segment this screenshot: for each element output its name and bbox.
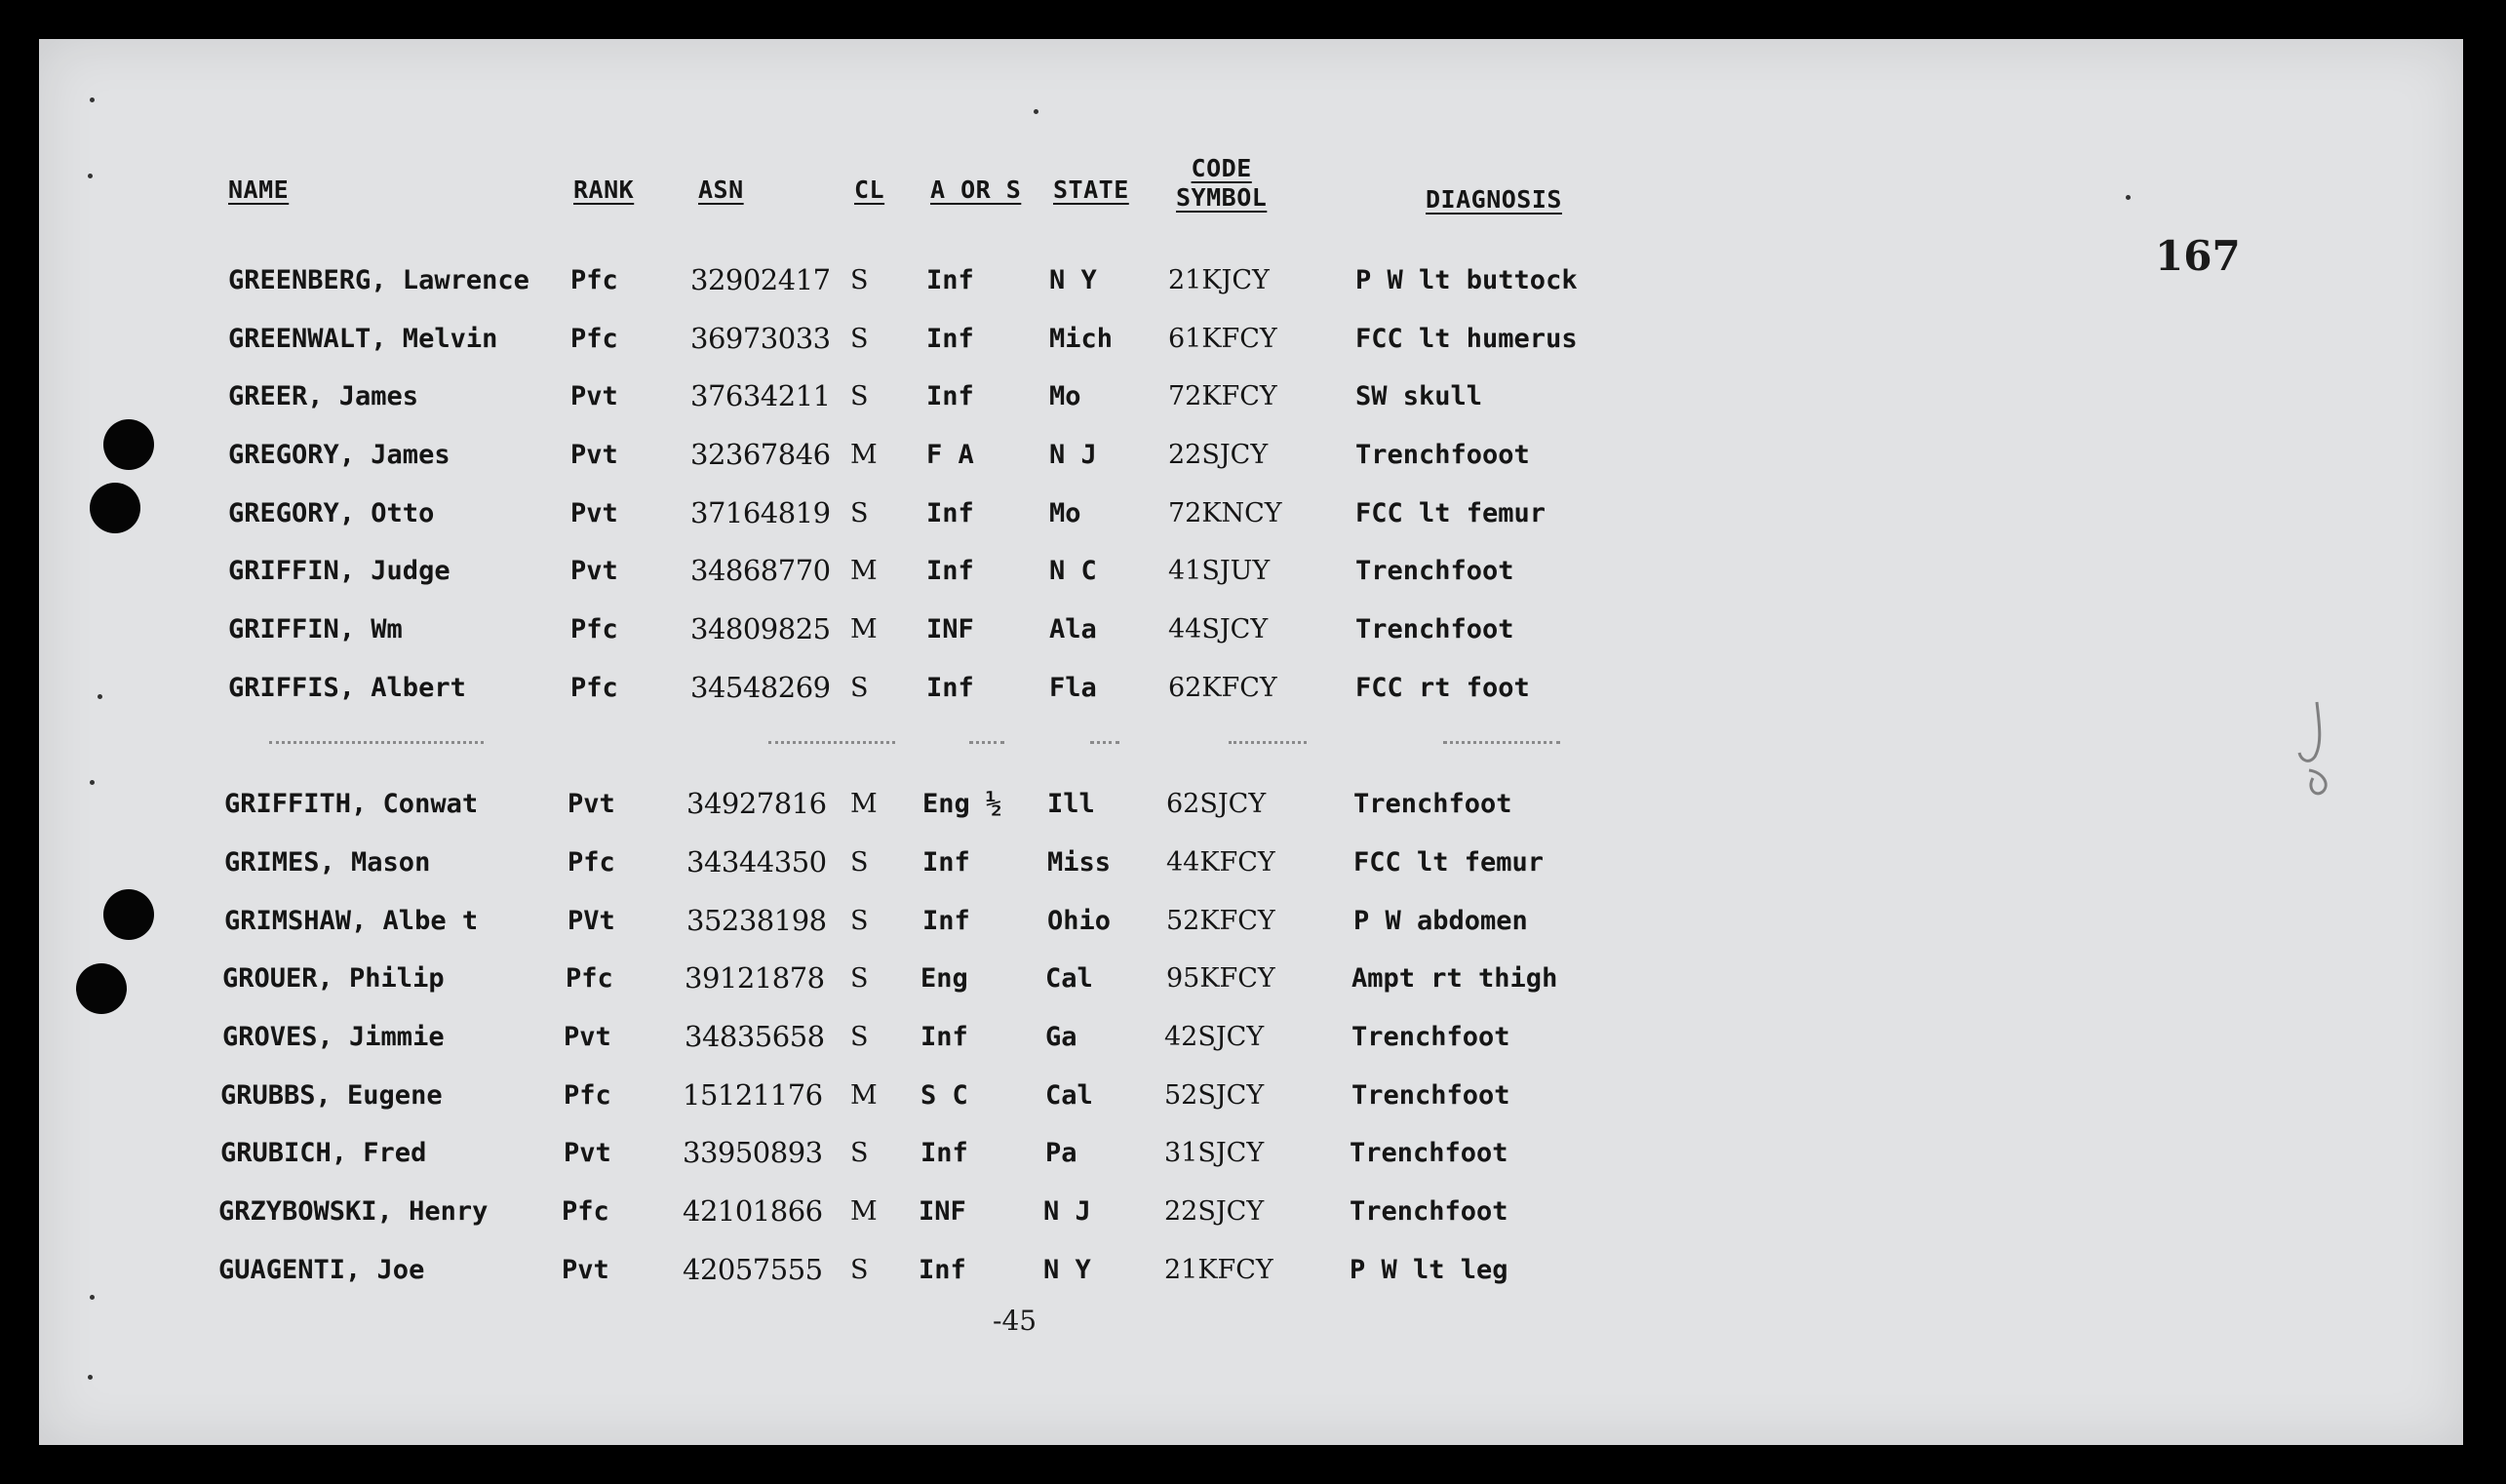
- cell-a-or-s: Inf: [919, 1254, 966, 1285]
- cell-cl: S: [850, 265, 869, 295]
- cell-name: GREGORY, Otto: [228, 497, 435, 528]
- cell-a-or-s: Inf: [920, 1021, 968, 1052]
- cell-a-or-s: Inf: [926, 497, 974, 528]
- cell-state: N Y: [1049, 265, 1097, 295]
- cell-cl: M: [850, 1079, 878, 1111]
- cell-rank: Pvt: [564, 1138, 611, 1169]
- cell-rank: Pfc: [570, 672, 618, 703]
- cell-rank: Pfc: [562, 1196, 609, 1227]
- cell-rank: Pfc: [564, 1079, 611, 1111]
- table-row: [39, 1241, 2463, 1300]
- cell-name: GUAGENTI, Joe: [218, 1254, 425, 1285]
- cell-a-or-s: INF: [919, 1196, 966, 1227]
- cell-state: Ala: [1049, 614, 1097, 645]
- cell-name: GRUBICH, Fred: [220, 1138, 427, 1169]
- cell-asn: 35238198: [686, 903, 827, 937]
- cell-name: GREER, James: [228, 381, 419, 412]
- cell-rank: Pvt: [570, 556, 618, 587]
- cell-a-or-s: Inf: [926, 265, 974, 295]
- cell-diagnosis: FCC lt femur: [1353, 846, 1545, 878]
- cell-a-or-s: S C: [920, 1079, 968, 1111]
- speck: [98, 694, 102, 699]
- cell-state: Mo: [1049, 497, 1081, 528]
- cell-name: GREENWALT, Melvin: [228, 323, 498, 354]
- cell-state: Pa: [1045, 1138, 1077, 1169]
- cell-diagnosis: SW skull: [1355, 381, 1483, 412]
- cell-diagnosis: P W lt leg: [1350, 1254, 1508, 1285]
- cell-name: GROVES, Jimmie: [222, 1021, 445, 1052]
- cell-name: GRIFFITH, Conwat: [224, 789, 479, 820]
- table-row: [39, 252, 2463, 310]
- cell-a-or-s: F A: [926, 440, 974, 471]
- table-row: [39, 1183, 2463, 1241]
- table-row: [39, 601, 2463, 659]
- speck: [90, 1295, 95, 1300]
- cell-rank: Pvt: [562, 1254, 609, 1285]
- cell-code-symbol: 42SJCY: [1164, 1021, 1265, 1052]
- cell-cl: M: [850, 614, 878, 645]
- cell-rank: Pfc: [570, 614, 618, 645]
- punch-hole: [103, 419, 154, 470]
- cell-diagnosis: Trenchfoot: [1350, 1196, 1508, 1227]
- cell-code-symbol: 22SJCY: [1168, 440, 1269, 471]
- cell-rank: Pfc: [570, 265, 618, 295]
- speck: [2126, 195, 2131, 200]
- cell-a-or-s: Inf: [926, 556, 974, 587]
- cell-cl: S: [850, 1254, 869, 1285]
- casualty-list: [39, 39, 2463, 1445]
- cell-state: N J: [1043, 1196, 1091, 1227]
- cell-code-symbol: 22SJCY: [1164, 1196, 1265, 1227]
- header-state: STATE: [1053, 176, 1129, 204]
- table-row: [39, 775, 2463, 834]
- cell-diagnosis: FCC lt humerus: [1355, 323, 1578, 354]
- cell-state: Cal: [1045, 1079, 1093, 1111]
- punch-hole: [90, 483, 140, 533]
- cell-asn: 42101866: [683, 1194, 823, 1228]
- cell-cl: M: [850, 1196, 878, 1227]
- cell-a-or-s: Inf: [922, 846, 970, 878]
- table-row: [39, 426, 2463, 485]
- cell-asn: 34927816: [686, 787, 827, 821]
- cell-asn: 34868770: [690, 554, 831, 588]
- cell-asn: 32902417: [690, 263, 831, 296]
- cell-diagnosis: Trenchfoot: [1355, 614, 1514, 645]
- cell-code-symbol: 21KFCY: [1164, 1254, 1273, 1285]
- document-sheet: [39, 39, 2463, 1445]
- cell-rank: Pfc: [566, 963, 613, 995]
- header-name: NAME: [228, 176, 290, 204]
- cell-cl: S: [850, 1138, 869, 1169]
- header-code: CODE: [1191, 154, 1252, 182]
- cell-a-or-s: Eng: [920, 963, 968, 995]
- cell-code-symbol: 72KNCY: [1168, 497, 1282, 528]
- header-asn: ASN: [698, 176, 744, 204]
- cell-diagnosis: Ampt rt thigh: [1351, 963, 1558, 995]
- header-cl: CL: [854, 176, 885, 204]
- erasure-mark: [1443, 741, 1560, 754]
- cell-name: GROUER, Philip: [222, 963, 445, 995]
- table-row: [39, 1067, 2463, 1125]
- cell-cl: S: [850, 1021, 869, 1052]
- erasure-mark: [768, 741, 895, 754]
- cell-code-symbol: 52KFCY: [1166, 905, 1275, 936]
- cell-name: GREENBERG, Lawrence: [228, 265, 529, 295]
- cell-name: GRIFFIS, Albert: [228, 672, 466, 703]
- speck: [1034, 109, 1038, 114]
- cell-rank: Pvt: [570, 381, 618, 412]
- cell-asn: 32367846: [690, 438, 831, 472]
- cell-state: Fla: [1049, 672, 1097, 703]
- cell-diagnosis: Trenchfoot: [1350, 1138, 1508, 1169]
- erasure-mark: [1090, 741, 1119, 754]
- cell-name: GRIFFIN, Wm: [228, 614, 403, 645]
- cell-asn: 34809825: [690, 612, 831, 646]
- cell-a-or-s: Eng ½: [922, 789, 1002, 820]
- table-row: [39, 659, 2463, 718]
- cell-diagnosis: P W lt buttock: [1355, 265, 1578, 295]
- cell-asn: 34344350: [686, 844, 827, 879]
- cell-asn: 37164819: [690, 495, 831, 529]
- erasure-mark: [969, 741, 1004, 754]
- cell-diagnosis: P W abdomen: [1353, 905, 1528, 936]
- cell-a-or-s: Inf: [926, 323, 974, 354]
- cell-diagnosis: FCC rt foot: [1355, 672, 1530, 703]
- table-row: [39, 892, 2463, 951]
- cell-code-symbol: 62SJCY: [1166, 789, 1267, 820]
- cell-a-or-s: INF: [926, 614, 974, 645]
- cell-asn: 34835658: [685, 1019, 825, 1053]
- table-row: [39, 1008, 2463, 1067]
- cell-code-symbol: 41SJUY: [1168, 556, 1271, 587]
- cell-rank: Pfc: [570, 323, 618, 354]
- header-a-or-s: A OR S: [930, 176, 1022, 204]
- table-row: [39, 542, 2463, 601]
- cell-cl: M: [850, 440, 878, 471]
- cell-state: N C: [1049, 556, 1097, 587]
- speck: [88, 174, 93, 178]
- table-row: [39, 1124, 2463, 1183]
- cell-cl: S: [850, 381, 869, 412]
- header-diagnosis: DIAGNOSIS: [1426, 185, 1562, 214]
- cell-name: GRUBBS, Eugene: [220, 1079, 443, 1111]
- records-table: [39, 252, 2463, 1299]
- cell-asn: 33950893: [683, 1136, 823, 1170]
- cell-cl: S: [850, 672, 869, 703]
- table-row: [39, 310, 2463, 369]
- cell-code-symbol: 62KFCY: [1168, 672, 1277, 703]
- cell-rank: PVt: [568, 905, 615, 936]
- cell-state: N J: [1049, 440, 1097, 471]
- page-footer: -45: [993, 1305, 1038, 1337]
- cell-name: GRIMSHAW, Albe t: [224, 905, 479, 936]
- cell-name: GREGORY, James: [228, 440, 450, 471]
- table-row: [39, 485, 2463, 543]
- cell-code-symbol: 31SJCY: [1164, 1138, 1265, 1169]
- speck: [88, 1375, 93, 1380]
- cell-state: Ohio: [1047, 905, 1112, 936]
- cell-asn: 34548269: [690, 670, 831, 704]
- cell-state: Mo: [1049, 381, 1081, 412]
- cell-rank: Pvt: [570, 440, 618, 471]
- cell-cl: S: [850, 497, 869, 528]
- cell-code-symbol: 44KFCY: [1166, 846, 1275, 878]
- cell-state: Ga: [1045, 1021, 1077, 1052]
- punch-hole: [76, 963, 127, 1014]
- cell-name: GRIMES, Mason: [224, 846, 431, 878]
- cell-name: GRIFFIN, Judge: [228, 556, 450, 587]
- cell-a-or-s: Inf: [926, 381, 974, 412]
- cell-code-symbol: 44SJCY: [1168, 614, 1269, 645]
- cell-diagnosis: Trenchfooot: [1355, 440, 1530, 471]
- speck: [90, 98, 95, 102]
- cell-diagnosis: Trenchfoot: [1351, 1021, 1510, 1052]
- pencil-mark-icon: [2280, 663, 2348, 809]
- cell-state: Miss: [1047, 846, 1112, 878]
- header-symbol: SYMBOL: [1176, 183, 1268, 212]
- cell-cl: S: [850, 846, 869, 878]
- erasure-mark: [1229, 741, 1307, 754]
- cell-cl: S: [850, 905, 869, 936]
- table-row: [39, 834, 2463, 892]
- cell-cl: M: [850, 556, 878, 587]
- cell-code-symbol: 52SJCY: [1164, 1079, 1265, 1111]
- erasure-mark: [269, 741, 484, 754]
- erased-line: [39, 718, 2463, 776]
- cell-cl: M: [850, 789, 878, 820]
- cell-a-or-s: Inf: [922, 905, 970, 936]
- punch-hole: [103, 889, 154, 940]
- cell-code-symbol: 21KJCY: [1168, 265, 1270, 295]
- cell-rank: Pvt: [564, 1021, 611, 1052]
- speck: [90, 780, 95, 785]
- cell-a-or-s: Inf: [926, 672, 974, 703]
- cell-diagnosis: Trenchfoot: [1355, 556, 1514, 587]
- cell-rank: Pvt: [568, 789, 615, 820]
- cell-a-or-s: Inf: [920, 1138, 968, 1169]
- page-number: 167: [2155, 232, 2241, 280]
- header-rank: RANK: [573, 176, 635, 204]
- cell-rank: Pvt: [570, 497, 618, 528]
- header-code-symbol: [1176, 154, 1267, 213]
- cell-asn: 42057555: [683, 1252, 823, 1286]
- cell-state: Cal: [1045, 963, 1093, 995]
- cell-code-symbol: 72KFCY: [1168, 381, 1277, 412]
- cell-asn: 15121176: [683, 1077, 823, 1112]
- cell-diagnosis: FCC lt femur: [1355, 497, 1547, 528]
- cell-cl: S: [850, 323, 869, 354]
- cell-state: Ill: [1047, 789, 1095, 820]
- cell-rank: Pfc: [568, 846, 615, 878]
- cell-cl: S: [850, 963, 869, 995]
- cell-asn: 39121878: [685, 961, 825, 996]
- cell-state: Mich: [1049, 323, 1114, 354]
- cell-diagnosis: Trenchfoot: [1351, 1079, 1510, 1111]
- cell-asn: 37634211: [690, 379, 831, 413]
- cell-code-symbol: 95KFCY: [1166, 963, 1275, 995]
- cell-state: N Y: [1043, 1254, 1091, 1285]
- cell-code-symbol: 61KFCY: [1168, 323, 1277, 354]
- cell-name: GRZYBOWSKI, Henry: [218, 1196, 489, 1227]
- table-row: [39, 368, 2463, 426]
- cell-asn: 36973033: [690, 321, 831, 355]
- cell-diagnosis: Trenchfoot: [1353, 789, 1512, 820]
- table-row: [39, 950, 2463, 1008]
